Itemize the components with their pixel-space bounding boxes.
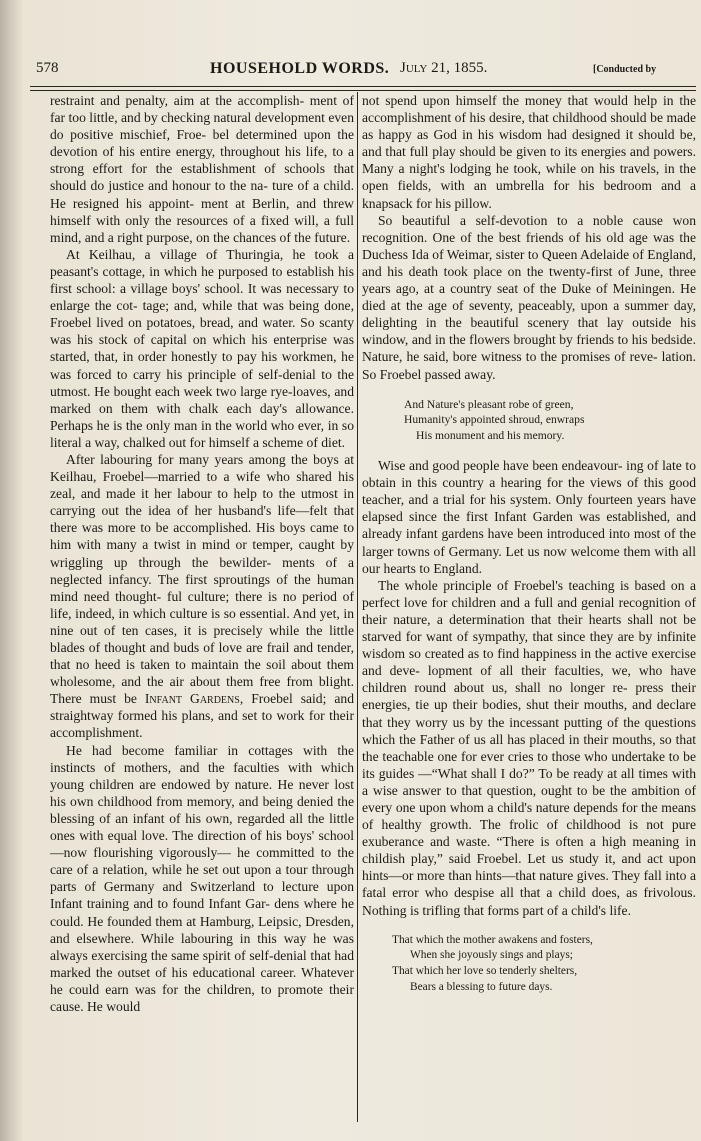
paragraph-infant-gardens-b: , Froebel said; and straightway formed his plans, and set to work for their accomplishment. — [50, 691, 354, 741]
verse-line: Humanity's appointed shroud, enwraps — [404, 413, 585, 427]
paragraph-cottages: He had become familiar in cottages with the instincts of mothers, and the faculties with which young children are endowed by nature. He never lost his own childhood from memory, and being denied the blessing of an infant of his own, regarded all the little ones with equal love. The direction of his boys' school—now flourishing vigorously— he committed to the care of a relation, while he set out upon a tour through parts of Germany and Switzerland to lecture upon Infant training and to found Infant Gar- dens where he could. He founded them at Hamburg, Leipsic, Dresden, and elsewhere. While labouring in this way he was always exercising the same spirit of self-denial that had marked the outset of his educational career. Whatever he could earn was for the children, to promote their cause. He would — [50, 742, 354, 1014]
verse-mother — [362, 933, 696, 996]
page-number: 578 — [36, 60, 59, 76]
paragraph-principle: The whole principle of Froebel's teaching is based on a perfect love for children and a full and genial recognition of their nature, a determination that their hearts shall not be starved for want of sympathy, that since they are by infinite wisdom so created as to find happiness in the active exercise and deve- lopment of all their faculties, we, who have children round about us, shall no longer re- press their energies, tie up their bodies, shut their mouths, and declare that they worry us by the incessant putting of the questions which the Father of us all has placed in their mouths, so that the teachable one for ever cries to those who undertake to be its guides —“What shall I do?” To be ready at all times with a wise answer to that question, ought to be the ambition of every one upon whom a child's nature depends for the means of healthy growth. The frolic of childhood is not pure exuberance and waste. “There is often a high meaning in childish play,” said Froebel. Let us study it, and act upon hints—or more than hints—that nature gives. They fall into a fatal error who despise all that a child does, as frivolous. Nothing is trifling that forms part of a child's life. — [362, 577, 696, 918]
paragraph-self-denial: not spend upon himself the money that would help in the accomplishment of his desire, that childhood should be made as happy as God in his wisdom had designed it should be, and that full play should be given to its energies and powers. Many a night's lodging he took, while on his travels, in the open fields, with an umbrella for his bedroom and a knapsack for his pillow. — [362, 93, 696, 211]
paragraph-recognition: So beautiful a self-devotion to a noble cause won recognition. One of the best friends of his old age was the Duchess Ida of Weimar, sister to Queen Adelaide of England, and his death took place on the twenty-first of June, three years ago, at a country seat of the Duke of Meiningen. He died at the age of seventy, peaceably, upon a summer day, delighting in the beautiful scenery that lay outside his window, and in the flowers brought by friends to his bedside. Nature, he said, bore witness to the promises of reve- lation. So Froebel passed away. — [362, 212, 696, 382]
verse-line: When she joyously sings and plays; — [410, 949, 573, 962]
book-binding-edge — [0, 0, 22, 1141]
paragraph-infant-gardens — [50, 451, 354, 742]
infant-gardens-term: Infant Gardens — [144, 691, 240, 707]
verse-line: Bears a blessing to future days. — [410, 981, 553, 994]
verse-nature-robe — [362, 397, 696, 444]
verse-line: His monument and his memory. — [416, 428, 565, 442]
paragraph-restraint: restraint and penalty, aim at the accomplish- ment of far too little, and by checking natural development even do positive mischief, Froe- bel determined upon the devotion of his entire energy, throughout his life, to a strong effort for the establishment of schools that should do justice and honour to the na- ture of a child. He resigned his appoint- ment at Berlin, and threw himself with only the resources of a fixed will, a full mind, and a right purpose, on the chances of the future. — [50, 93, 354, 245]
conducted-by-note: [Conducted by — [593, 64, 657, 75]
right-column — [362, 92, 696, 1127]
paragraph-wise-people: Wise and good people have been endeavour- ing of late to obtain in this country a hearing for the views of this good teacher, and a trial for his system. Only fourteen years have elapsed since the first Infant Garden was established, and already infant gardens have been introduced into most of the larger towns of Germany. Let us now welcome them with all our hearts to England. — [362, 458, 696, 576]
running-date: July 21, 1855. — [400, 60, 488, 76]
verse-line: That which her love so tenderly shelters, — [392, 965, 578, 978]
verse-line: That which the mother awakens and fosters, — [392, 933, 593, 946]
header-rule-thin — [30, 90, 696, 91]
paragraph-infant-gardens-a: After labouring for many years among the boys at Keilhau, Froebel—married to a wife who shared his zeal, and made it her labour to help to the utmost in carrying out the idea of her husband's life—felt that there was more to be accomplished. His boys came to him with many a twist in mind or temper, caught by wriggling up through the bewilder- ments of a neglected infancy. The first sproutings of the human mind need thought- ful culture; there is no period of life, indeed, in which culture is so essential. And yet, in nine out of ten cases, it is precisely while the little blades of thought and buds of love are frail and tender, that no heed is taken to maintain the soil about them wholesome, and the air about them free from blight. There must be — [50, 451, 354, 707]
header-rule — [30, 86, 696, 87]
left-column — [50, 92, 354, 1127]
verse-line: And Nature's pleasant robe of green, — [404, 397, 574, 411]
column-divider — [357, 92, 358, 1122]
running-header — [30, 60, 696, 84]
running-title: HOUSEHOLD WORDS. — [210, 60, 390, 77]
paragraph-keilhau: At Keilhau, a village of Thuringia, he took a peasant's cottage, in which he purposed to establish his first school: a village boys' school. It was necessary to enlarge the cot- tage; and, while that was being done, Froebel lived on potatoes, bread, and water. So scanty was his stock of capital on which his enterprise was started, that, in order honestly to pay his workmen, he was forced to carry his principle of self-denial to the utmost. He bought each week two large rye-loaves, and marked on them with chalk each day's allowance. Perhaps he is the only man in the world who ever, in so literal a way, chalked out for himself a scheme of diet. — [50, 246, 354, 450]
